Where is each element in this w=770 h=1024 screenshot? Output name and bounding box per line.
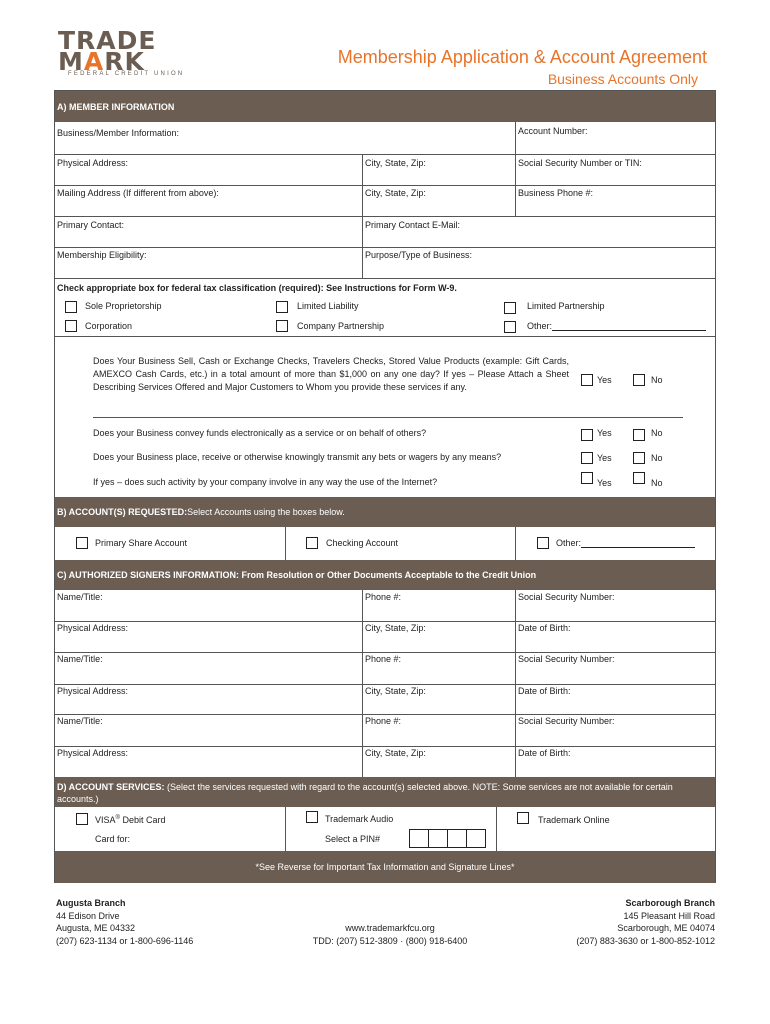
primary-contact-label: Primary Contact: [57, 220, 125, 230]
q1-yes-label: Yes [597, 375, 612, 385]
limited-partnership-label: Limited Partnership [527, 301, 605, 311]
q1-yes-checkbox[interactable] [581, 374, 593, 386]
q2-no-label: No [651, 428, 663, 438]
q2-no-checkbox[interactable] [633, 429, 645, 441]
signer3-address-label: Physical Address: [57, 748, 129, 758]
visa-debit-label: VISA® Debit Card [95, 815, 166, 825]
other-account-checkbox[interactable] [537, 537, 549, 549]
sole-proprietorship-label: Sole Proprietorship [85, 301, 162, 311]
mailing-address-label: Mailing Address (If different from above): [57, 188, 219, 198]
signer1-phone-label: Phone #: [365, 592, 402, 602]
company-partnership-label: Company Partnership [297, 321, 385, 331]
other-account-label: Other: [556, 538, 695, 548]
tax-classification-label: Check appropriate box for federal tax classification (required): See Instructions for Form W-9. [57, 283, 457, 293]
limited-liability-checkbox[interactable] [276, 301, 288, 313]
membership-eligibility-label: Membership Eligibility: [57, 250, 147, 260]
signer3-city-label: City, State, Zip: [365, 748, 426, 758]
reverse-note-bar: *See Reverse for Important Tax Information and Signature Lines* [55, 851, 715, 883]
primary-contact-email-label: Primary Contact E-Mail: [365, 220, 461, 230]
checking-checkbox[interactable] [306, 537, 318, 549]
logo-subtitle: FEDERAL CREDIT UNION [68, 71, 185, 77]
section-b-header: B) ACCOUNT(S) REQUESTED: Select Accounts using the boxes below. [55, 497, 715, 527]
section-a-header: A) MEMBER INFORMATION [55, 91, 715, 122]
signer1-city-label: City, State, Zip: [365, 623, 426, 633]
signer2-phone-label: Phone #: [365, 654, 402, 664]
q2-yes-label: Yes [597, 428, 612, 438]
limited-partnership-checkbox[interactable] [504, 302, 516, 314]
q4-yes-label: Yes [597, 478, 612, 488]
trademark-audio-label: Trademark Audio [325, 814, 394, 824]
signer3-dob-label: Date of Birth: [518, 748, 571, 758]
signer1-dob-label: Date of Birth: [518, 623, 571, 633]
website-tdd: www.trademarkfcu.org TDD: (207) 512-3809 · (800) 918-6400 [285, 922, 495, 947]
account-number-label: Account Number: [518, 126, 588, 136]
signer2-ssn-label: Social Security Number: [518, 654, 615, 664]
card-for-label: Card for: [95, 834, 131, 844]
application-form [54, 90, 716, 883]
logo-trade: TRADE [58, 26, 157, 55]
sole-proprietorship-checkbox[interactable] [65, 301, 77, 313]
signer3-ssn-label: Social Security Number: [518, 716, 615, 726]
q4-no-checkbox[interactable] [633, 472, 645, 484]
signer2-city-label: City, State, Zip: [365, 686, 426, 696]
pin-input[interactable] [409, 829, 486, 848]
primary-share-label: Primary Share Account [95, 538, 188, 548]
city-state-zip-label: City, State, Zip: [365, 158, 426, 168]
company-partnership-checkbox[interactable] [276, 320, 288, 332]
trademark-online-label: Trademark Online [538, 815, 610, 825]
ssn-tin-label: Social Security Number or TIN: [518, 158, 642, 168]
signer3-phone-label: Phone #: [365, 716, 402, 726]
page-subtitle: Business Accounts Only [547, 71, 698, 87]
q3-no-label: No [651, 453, 663, 463]
business-member-info-label: Business/Member Information: [57, 128, 180, 138]
signer1-ssn-label: Social Security Number: [518, 592, 615, 602]
trademark-online-checkbox[interactable] [517, 812, 529, 824]
section-d-header: D) ACCOUNT SERVICES: (Select the services requested with regard to the account(s) selected above. NOTE: Some services are not available for certain accounts.) [55, 777, 715, 807]
corporation-label: Corporation [85, 321, 133, 331]
signer3-name-title-label: Name/Title: [57, 716, 103, 726]
physical-address-label: Physical Address: [57, 158, 129, 168]
signer1-address-label: Physical Address: [57, 623, 129, 633]
limited-liability-label: Limited Liability [297, 301, 359, 311]
other-classification-checkbox[interactable] [504, 321, 516, 333]
other-account-field[interactable] [581, 539, 695, 548]
q3-yes-checkbox[interactable] [581, 452, 593, 464]
section-c-header: C) AUTHORIZED SIGNERS INFORMATION: From Resolution or Other Documents Acceptable to the Credit Union [55, 560, 715, 590]
page-title: Membership Application & Account Agreement [337, 47, 707, 67]
q1-no-checkbox[interactable] [633, 374, 645, 386]
select-pin-label: Select a PIN# [325, 834, 381, 844]
primary-share-checkbox[interactable] [76, 537, 88, 549]
trademark-audio-checkbox[interactable] [306, 811, 318, 823]
signer2-dob-label: Date of Birth: [518, 686, 571, 696]
augusta-branch: Augusta Branch 44 Edison Drive Augusta, ME 04332 (207) 623-1134 or 1-800-696-1146 [56, 898, 194, 946]
q4-yes-checkbox[interactable] [581, 472, 593, 484]
q1-no-label: No [651, 375, 663, 385]
q2-yes-checkbox[interactable] [581, 429, 593, 441]
business-phone-label: Business Phone #: [518, 188, 594, 198]
purpose-type-label: Purpose/Type of Business: [365, 250, 473, 260]
q3-yes-label: Yes [597, 453, 612, 463]
question-bets-wagers: Does your Business place, receive or otherwise knowingly transmit any bets or wagers by any means? [93, 452, 502, 462]
q4-no-label: No [651, 478, 663, 488]
question-sell-checks: Does Your Business Sell, Cash or Exchange Checks, Travelers Checks, Stored Value Products (example: Gift Cards, AMEXCO Cash Cards, etc.) in a total amount of more than $1,000 on any one day? If yes – Please Attach a Sheet Describing Services Offered and Major Customers to Whom you provide these services if any. [93, 356, 569, 392]
mailing-city-state-zip-label: City, State, Zip: [365, 188, 426, 198]
scarborough-branch: Scarborough Branch 145 Pleasant Hill Road Scarborough, ME 04074 (207) 883-3630 or 1-800-852-1012 [576, 898, 715, 946]
corporation-checkbox[interactable] [65, 320, 77, 332]
signer1-name-title-label: Name/Title: [57, 592, 103, 602]
logo-mark: MARK [58, 47, 145, 76]
other-classification-field[interactable] [552, 322, 706, 331]
question-convey-funds: Does your Business convey funds electronically as a service or on behalf of others? [93, 428, 427, 438]
signer2-address-label: Physical Address: [57, 686, 129, 696]
other-classification-label: Other: [527, 321, 706, 331]
visa-debit-checkbox[interactable] [76, 813, 88, 825]
q3-no-checkbox[interactable] [633, 452, 645, 464]
website-link[interactable]: www.trademarkfcu.org [345, 923, 435, 933]
signer2-name-title-label: Name/Title: [57, 654, 103, 664]
checking-label: Checking Account [326, 538, 399, 548]
question-internet: If yes – does such activity by your company involve in any way the use of the Internet? [93, 477, 438, 487]
